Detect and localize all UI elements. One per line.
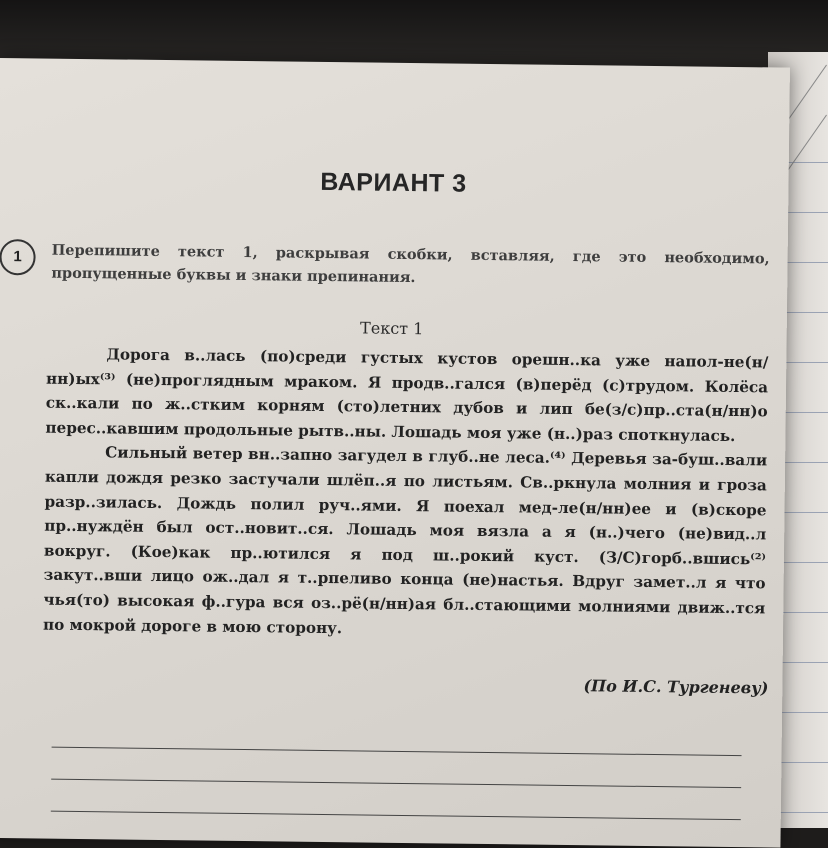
answer-line[interactable] — [51, 779, 741, 788]
answer-line[interactable] — [51, 811, 741, 820]
author-attribution: (По И.С. Тургеневу) — [583, 676, 769, 698]
paragraph: Сильный ветер вн..запно загудел в глуб..не леса.⁽⁴⁾ Деревья за-буш..вали капли дождя резко застучали шлёп..я по листьям. Св..ркнула молния и гроза разр..зилась. Дождь полил руч..ями. Я поехал мед-ле(н/нн)ее и (в)скоре пр..нуждён был ост..новит..ся. Лошадь моя вязла а я (н..)чего (не)вид..л вокруг. (Кое)как пр..ютился я под ш..рокий куст. (З/С)горб..вшись⁽²⁾ закут..вши лицо ож..дал я т..рпеливо конца (не)настья. Вдруг замет..л я что чья(то) высокая ф..гура вся оз..рё(н/нн)ая бл..стающими молниями движ..тся по мокрой дороге в мою сторону. — [42, 443, 768, 637]
variant-heading: ВАРИАНТ 3 — [320, 167, 467, 198]
task-instruction: Перепишите текст 1, раскрывая скобки, вставляя, где это необходимо, пропущенные буквы и знаки препинания. — [51, 241, 770, 287]
task-number-badge: 1 — [0, 239, 36, 275]
answer-line[interactable] — [52, 747, 742, 756]
paragraph: Дорога в..лась (по)среди густых кустов орешн..ка уже напол-не(н/нн)ых⁽³⁾ (не)проглядным мраком. Я продв..гался (в)перёд (с)трудом. Колёса ск..кали по ж..стким корням (сто)летних дубов и лип бе(з/с)пр..ста(н/нн)о перес..кавшим продольные рытв..ны. Лошадь моя уже (н..)раз споткнулась. — [45, 345, 769, 445]
passage-text — [43, 342, 769, 646]
text-title: Текст 1 — [360, 318, 424, 339]
exam-page — [0, 58, 790, 848]
